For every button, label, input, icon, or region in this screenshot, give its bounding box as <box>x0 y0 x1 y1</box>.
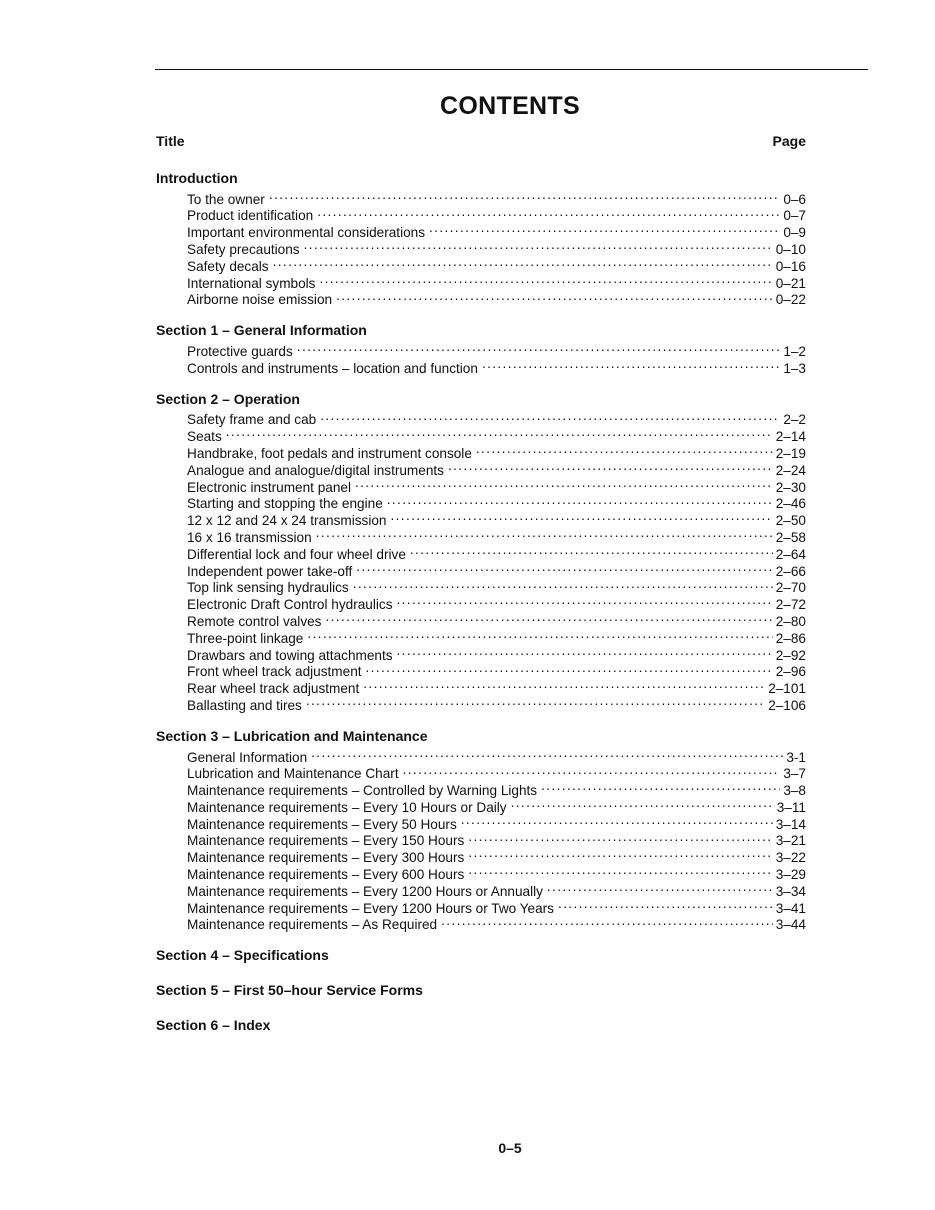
dot-leader <box>541 778 780 795</box>
toc-entry-page: 2–80 <box>775 613 806 629</box>
toc-entry-label: To the owner <box>187 191 265 207</box>
dot-leader <box>397 592 773 609</box>
dot-leader <box>397 643 773 660</box>
dot-leader <box>319 271 772 288</box>
toc-section <box>156 170 806 308</box>
dot-leader <box>356 559 772 576</box>
section-heading: Section 4 – Specifications <box>156 947 329 964</box>
toc-entry-page: 3–29 <box>775 867 806 883</box>
toc-entry-label: Analogue and analogue/digital instruments <box>187 462 444 478</box>
section-heading: Section 5 – First 50–hour Service Forms <box>156 982 423 999</box>
toc-entry-label: Electronic Draft Control hydraulics <box>187 597 393 613</box>
toc-entry-page: 3–8 <box>783 783 806 799</box>
dot-leader <box>325 609 772 626</box>
toc-entry-label: Front wheel track adjustment <box>187 664 362 680</box>
toc-section <box>156 390 806 713</box>
dot-leader <box>410 542 773 559</box>
toc-entry-label: Safety decals <box>187 258 269 274</box>
toc-entry-label: Starting and stopping the engine <box>187 496 383 512</box>
table-of-contents <box>156 170 806 1052</box>
toc-entry-page: 3–14 <box>775 816 806 832</box>
dot-leader <box>511 795 774 812</box>
toc-entry-page: 2–70 <box>775 580 806 596</box>
toc-entry-page: 3–22 <box>775 850 806 866</box>
toc-entry-page: 2–14 <box>775 429 806 445</box>
dot-leader <box>558 896 773 913</box>
toc-entry-label: Ballasting and tires <box>187 697 302 713</box>
toc-entry-label: Electronic instrument panel <box>187 479 351 495</box>
dot-leader <box>320 408 780 425</box>
dot-leader <box>273 254 773 271</box>
dot-leader <box>403 762 781 779</box>
dot-leader <box>355 475 773 492</box>
toc-entry-label: Three-point linkage <box>187 630 304 646</box>
section-heading: Section 3 – Lubrication and Maintenance <box>156 727 428 744</box>
section-heading: Introduction <box>156 170 238 186</box>
dot-leader <box>468 845 772 862</box>
title-column-header: Title <box>156 133 185 149</box>
dot-leader <box>363 676 765 693</box>
dot-leader <box>441 913 773 930</box>
toc-entry[interactable] <box>156 339 806 359</box>
toc-entry-page: 2–30 <box>775 479 806 495</box>
toc-entry-page: 2–72 <box>775 597 806 613</box>
toc-entry-label: Independent power take-off <box>187 563 353 579</box>
toc-entry-page: 2–50 <box>775 513 806 529</box>
toc-entry-label: Maintenance requirements – Every 50 Hours <box>187 816 457 832</box>
dot-leader <box>269 187 780 204</box>
toc-entry-label: Handbrake, foot pedals and instrument console <box>187 445 472 461</box>
toc-entry-label: Safety precautions <box>187 241 300 257</box>
page-column-header: Page <box>772 133 806 149</box>
toc-entry-page: 1–2 <box>783 343 806 359</box>
toc-entry-page: 2–66 <box>775 563 806 579</box>
toc-section <box>156 1017 806 1034</box>
toc-entry-label: International symbols <box>187 275 316 291</box>
toc-entry-page: 3–34 <box>775 883 806 899</box>
toc-entry-page: 2–58 <box>775 529 806 545</box>
dot-leader <box>297 339 781 356</box>
dot-leader <box>226 424 773 441</box>
toc-entry-label: Maintenance requirements – Every 1200 Hours or Two Years <box>187 900 554 916</box>
dot-leader <box>429 220 780 237</box>
toc-entry-label: Controls and instruments – location and function <box>187 360 478 376</box>
dot-leader <box>336 288 773 305</box>
dot-leader <box>317 204 780 221</box>
toc-entry[interactable] <box>156 408 806 428</box>
toc-entry-page: 2–106 <box>768 697 806 713</box>
toc-entry-page: 2–64 <box>775 546 806 562</box>
toc-entry-page: 2–86 <box>775 630 806 646</box>
toc-entry-page: 0–7 <box>783 208 806 224</box>
toc-entry-label: Protective guards <box>187 343 293 359</box>
toc-section <box>156 947 806 964</box>
toc-entry-page: 2–92 <box>775 647 806 663</box>
toc-entry-label: Maintenance requirements – Every 1200 Hours or Annually <box>187 883 543 899</box>
dot-leader <box>547 879 773 896</box>
toc-entry-label: Drawbars and towing attachments <box>187 647 393 663</box>
toc-entry-page: 0–16 <box>775 258 806 274</box>
toc-entry-page: 1–3 <box>783 360 806 376</box>
toc-entry-label: Maintenance requirements – As Required <box>187 917 438 933</box>
dot-leader <box>306 693 765 710</box>
toc-entry-page: 2–19 <box>775 445 806 461</box>
toc-entry-label: Rear wheel track adjustment <box>187 681 360 697</box>
toc-entry-label: Airborne noise emission <box>187 292 333 308</box>
toc-entry-page: 2–101 <box>768 681 806 697</box>
toc-entry-label: Product identification <box>187 208 314 224</box>
top-rule <box>155 69 868 70</box>
toc-entry[interactable] <box>156 424 806 445</box>
page-title: CONTENTS <box>440 92 580 120</box>
dot-leader <box>366 660 773 677</box>
dot-leader <box>448 458 773 475</box>
toc-section <box>156 727 806 933</box>
dot-leader <box>482 356 780 373</box>
toc-entry-label: Maintenance requirements – Every 10 Hours or Daily <box>187 799 507 815</box>
dot-leader <box>468 862 772 879</box>
toc-entry-label: General Information <box>187 749 308 765</box>
toc-section <box>156 982 806 999</box>
toc-entry-label: Maintenance requirements – Controlled by Warning Lights <box>187 783 538 799</box>
toc-entry-label: Safety frame and cab <box>187 412 317 428</box>
dot-leader <box>391 508 773 525</box>
toc-entry-label: Seats <box>187 429 222 445</box>
toc-entry-page: 2–96 <box>775 664 806 680</box>
dot-leader <box>311 745 783 762</box>
toc-entry-page: 0–22 <box>775 292 806 308</box>
section-heading: Section 2 – Operation <box>156 390 300 407</box>
dot-leader <box>387 492 773 509</box>
page-number: 0–5 <box>498 1140 522 1156</box>
dot-leader <box>316 525 773 542</box>
toc-entry-page: 2–46 <box>775 496 806 512</box>
toc-entry-label: 16 x 16 transmission <box>187 529 312 545</box>
toc-entry[interactable] <box>156 187 806 207</box>
dot-leader <box>461 812 773 829</box>
toc-entry-label: Remote control valves <box>187 613 322 629</box>
toc-entry-label: Important environmental considerations <box>187 225 426 241</box>
dot-leader <box>468 829 772 846</box>
toc-entry-page: 3–44 <box>775 917 806 933</box>
toc-entry-page: 3–7 <box>783 766 806 782</box>
toc-entry-page: 3–21 <box>775 833 806 849</box>
section-heading: Section 6 – Index <box>156 1017 271 1034</box>
toc-entry-page: 0–9 <box>783 225 806 241</box>
toc-entry-label: Maintenance requirements – Every 600 Hours <box>187 867 465 883</box>
toc-entry-page: 3–11 <box>776 799 806 815</box>
toc-entry-label: Differential lock and four wheel drive <box>187 546 406 562</box>
toc-entry-page: 3–41 <box>775 900 806 916</box>
toc-entry-page: 0–10 <box>775 241 806 257</box>
dot-leader <box>476 441 773 458</box>
toc-entry-label: Maintenance requirements – Every 300 Hours <box>187 850 465 866</box>
toc-entry-page: 3-1 <box>786 749 806 765</box>
toc-entry-page: 0–21 <box>775 275 806 291</box>
toc-entry-page: 2–24 <box>775 462 806 478</box>
toc-entry-label: Top link sensing hydraulics <box>187 580 349 596</box>
toc-entry-label: Maintenance requirements – Every 150 Hours <box>187 833 465 849</box>
toc-entry-page: 2–2 <box>783 412 806 428</box>
toc-entry-page: 0–6 <box>783 191 806 207</box>
dot-leader <box>307 626 772 643</box>
toc-entry[interactable] <box>156 441 806 461</box>
toc-section <box>156 322 806 376</box>
section-heading: Section 1 – General Information <box>156 322 367 339</box>
toc-entry[interactable] <box>156 745 806 765</box>
dot-leader <box>304 237 773 254</box>
toc-entry-label: Lubrication and Maintenance Chart <box>187 766 399 782</box>
toc-entry-label: 12 x 12 and 24 x 24 transmission <box>187 513 387 529</box>
dot-leader <box>353 576 773 593</box>
